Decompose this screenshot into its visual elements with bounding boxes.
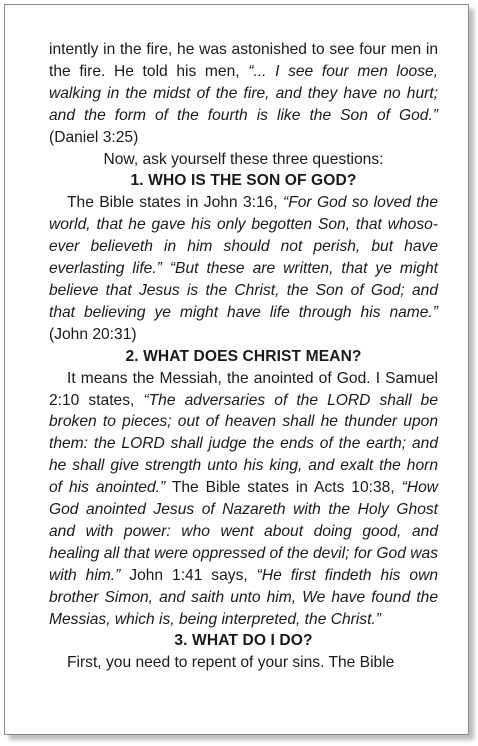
intro-paragraph	[49, 39, 438, 149]
ask-line: Now, ask yourself these three questions:	[103, 150, 384, 168]
john-intro: The Bible states in John 3:16,	[67, 194, 284, 212]
page-card	[4, 4, 469, 735]
acts-intro: The Bible states in Acts 10:38,	[165, 479, 402, 497]
intro-text: intently in the fire, he was astonished to see four men in the fire. He told his men,	[49, 41, 438, 80]
daniel-reference: (Daniel 3:25)	[49, 128, 139, 146]
john-quotes: “For God so loved the world, that he gave his only begotten Son, that whoso-ever believeth in him should not perish, but have everlasting life.” “But these are written, that ye might believe that Jesus is the Christ, the Son of God; and that believing ye might have life through his name.”	[49, 194, 438, 321]
samuel-intro: It means the Messiah, the anointed of God. I Samuel 2:10 states,	[49, 369, 438, 409]
john141-intro: John 1:41 says,	[120, 566, 257, 584]
heading-son-of-god: 1. WHO IS THE SON OF GOD?	[130, 172, 357, 190]
john-reference: (John 20:31)	[49, 325, 137, 343]
heading-christ-meaning: 2. WHAT DOES CHRIST MEAN?	[125, 347, 362, 365]
christ-meaning-paragraph	[49, 368, 438, 631]
samuel-quote: “The adversaries of the LORD shall be broken to pieces; out of heaven shall he thunder upon them: the LORD shall judge the ends of the earth; and he shall give strength unto his king, and exalt the horn of his anointed.”	[49, 391, 439, 497]
john141-quote: “He first findeth his own brother Simon, and saith unto him, We have found the Messias, which is, being interpreted, the Christ.”	[49, 566, 439, 628]
acts-quote: “How God anointed Jesus of Nazareth with the Holy Ghost and with power: who went about doing good, and healing all that were oppressed of the devil; for God was with him.”	[49, 479, 438, 584]
daniel-quote: “... I see four men loose, walking in the midst of the fire, and they have no hurt; and the form of the fourth is like the Son of God.”	[49, 62, 438, 124]
son-of-god-paragraph	[49, 192, 438, 345]
heading-what-do-i-do: 3. WHAT DO I DO?	[174, 632, 313, 650]
page-body	[49, 39, 438, 674]
what-do-i-do-paragraph: First, you need to repent of your sins. The Bible	[67, 654, 395, 672]
